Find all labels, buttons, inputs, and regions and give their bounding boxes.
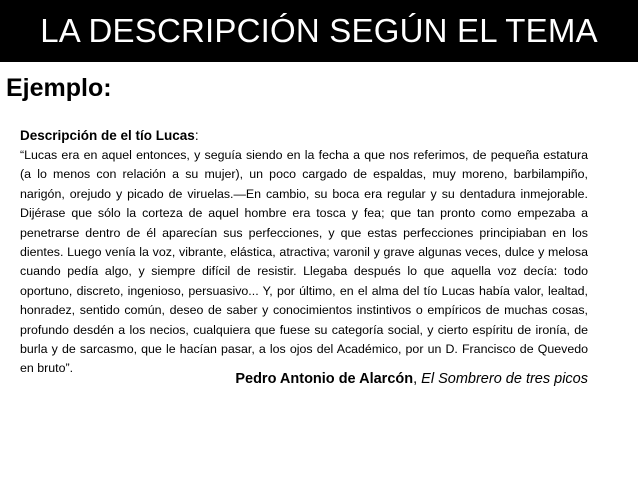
example-quote: “Lucas era en aquel entonces, y seguía siendo en la fecha a que nos referimos, de pequeña estatura (a lo menos con relación a su mujer), un poco cargado de espaldas, muy moreno, barbilampiño, narigón, orejudo y picado de viruelas.—En cambio, su boca era regular y su dentadura inmejorable. Dijérase que sólo la corteza de aquel hombre era tosca y fea; que tan pronto como empezaba a penetrarse dentro de él aparecían sus perfecciones, y que estas perfecciones principiaban en los dientes. Luego venía la voz, vibrante, elástica, atractiva; varonil y grave algunas veces, dulce y melosa cuando pedía algo, y siempre difícil de resistir. Llegaba después lo que aquella voz decía: todo oportuno, discreto, ingenioso, persuasivo... Y, por último, en el alma del tío Lucas había valor, lealtad, honradez, sentido común, deseo de saber y conocimientos instintivos o empíricos de muchas cosas, profundo desdén a los necios, cualquiera que fuese su categoría social, y cierto espíritu de ironía, de burla y de sarcasmo, que le hacían pasar, a los ojos del Académico, por un D. Francisco de Quevedo en bruto”. — [20, 148, 588, 376]
slide-subtitle: Ejemplo: — [6, 74, 112, 102]
attribution-separator: , — [413, 371, 422, 387]
attribution-work: El Sombrero de tres picos — [421, 371, 588, 387]
title-bar — [0, 0, 638, 62]
attribution — [235, 371, 588, 387]
example-heading — [20, 126, 588, 146]
example-heading-text: Descripción de el tío Lucas — [20, 128, 195, 143]
slide-title: LA DESCRIPCIÓN SEGÚN EL TEMA — [40, 12, 598, 49]
example-block — [20, 126, 588, 379]
example-heading-colon: : — [194, 128, 199, 143]
attribution-author: Pedro Antonio de Alarcón — [235, 371, 414, 387]
